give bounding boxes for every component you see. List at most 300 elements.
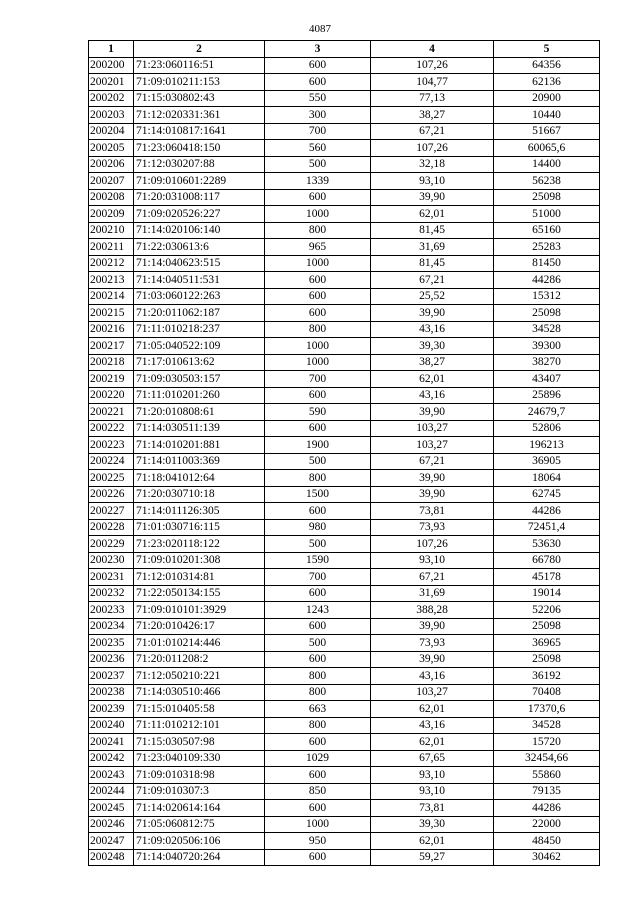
table-cell-col4: 77,13 <box>371 90 494 107</box>
table-row <box>89 684 600 701</box>
table-cell-col2: 71:11:010218:237 <box>134 321 265 338</box>
table-cell-col5: 44286 <box>494 272 600 289</box>
table-cell-col1: 200202 <box>89 90 134 107</box>
table-cell-col4: 73,81 <box>371 503 494 520</box>
table-cell-col1: 200237 <box>89 668 134 685</box>
table-cell-col5: 55860 <box>494 767 600 784</box>
table-cell-col3: 600 <box>265 420 371 437</box>
table-cell-col5: 52806 <box>494 420 600 437</box>
table-cell-col4: 81,45 <box>371 222 494 239</box>
table-cell-col5: 19014 <box>494 585 600 602</box>
table-cell-col2: 71:11:010212:101 <box>134 717 265 734</box>
table-cell-col2: 71:14:010817:1641 <box>134 123 265 140</box>
table-cell-col4: 73,81 <box>371 800 494 817</box>
table-cell-col4: 39,90 <box>371 305 494 322</box>
table-cell-col4: 107,26 <box>371 140 494 157</box>
column-header-1: 1 <box>89 41 134 58</box>
table-row <box>89 651 600 668</box>
table-row <box>89 552 600 569</box>
table-cell-col1: 200228 <box>89 519 134 536</box>
table-cell-col1: 200242 <box>89 750 134 767</box>
table-cell-col2: 71:12:050210:221 <box>134 668 265 685</box>
table-cell-col1: 200232 <box>89 585 134 602</box>
table-row <box>89 750 600 767</box>
table-cell-col1: 200247 <box>89 833 134 850</box>
table-cell-col2: 71:20:010426:17 <box>134 618 265 635</box>
table-row <box>89 668 600 685</box>
table-cell-col3: 600 <box>265 849 371 866</box>
table-cell-col1: 200212 <box>89 255 134 272</box>
table-cell-col5: 196213 <box>494 437 600 454</box>
table-cell-col3: 600 <box>265 74 371 91</box>
table-cell-col3: 600 <box>265 651 371 668</box>
table-cell-col1: 200207 <box>89 173 134 190</box>
table-cell-col2: 71:20:011062:187 <box>134 305 265 322</box>
table-row <box>89 519 600 536</box>
column-header-4: 4 <box>371 41 494 58</box>
table-row <box>89 239 600 256</box>
table-cell-col4: 93,10 <box>371 173 494 190</box>
table-cell-col1: 200224 <box>89 453 134 470</box>
table-row <box>89 354 600 371</box>
table-cell-col4: 62,01 <box>371 206 494 223</box>
table-cell-col1: 200223 <box>89 437 134 454</box>
table-cell-col4: 43,16 <box>371 321 494 338</box>
table-cell-col5: 25098 <box>494 651 600 668</box>
column-header-3: 3 <box>265 41 371 58</box>
table-row <box>89 800 600 817</box>
table-cell-col1: 200201 <box>89 74 134 91</box>
table-cell-col2: 71:20:031008:117 <box>134 189 265 206</box>
table-cell-col3: 600 <box>265 305 371 322</box>
table-row <box>89 470 600 487</box>
table-row <box>89 123 600 140</box>
table-cell-col1: 200221 <box>89 404 134 421</box>
table-cell-col2: 71:09:010307:3 <box>134 783 265 800</box>
table-row <box>89 107 600 124</box>
table-cell-col5: 43407 <box>494 371 600 388</box>
table-row <box>89 833 600 850</box>
table-cell-col3: 850 <box>265 783 371 800</box>
table-cell-col1: 200233 <box>89 602 134 619</box>
table-cell-col2: 71:14:040511:531 <box>134 272 265 289</box>
table-cell-col1: 200240 <box>89 717 134 734</box>
table-cell-col2: 71:14:011126:305 <box>134 503 265 520</box>
table-cell-col3: 1590 <box>265 552 371 569</box>
table-cell-col5: 22000 <box>494 816 600 833</box>
table-cell-col2: 71:01:010214:446 <box>134 635 265 652</box>
table-cell-col4: 39,90 <box>371 404 494 421</box>
table-cell-col1: 200248 <box>89 849 134 866</box>
table-cell-col4: 62,01 <box>371 833 494 850</box>
table-cell-col4: 104,77 <box>371 74 494 91</box>
table-cell-col4: 43,16 <box>371 668 494 685</box>
table-cell-col5: 30462 <box>494 849 600 866</box>
table-cell-col2: 71:03:060122:263 <box>134 288 265 305</box>
table-cell-col1: 200209 <box>89 206 134 223</box>
table-row <box>89 387 600 404</box>
table-cell-col5: 38270 <box>494 354 600 371</box>
table-cell-col1: 200243 <box>89 767 134 784</box>
table-header-row <box>89 41 600 58</box>
table-cell-col5: 34528 <box>494 321 600 338</box>
table-row <box>89 74 600 91</box>
table-cell-col2: 71:12:030207:88 <box>134 156 265 173</box>
table-row <box>89 536 600 553</box>
table-cell-col4: 25,52 <box>371 288 494 305</box>
table-cell-col4: 107,26 <box>371 536 494 553</box>
table-cell-col4: 62,01 <box>371 734 494 751</box>
table-cell-col5: 36905 <box>494 453 600 470</box>
table-cell-col5: 14400 <box>494 156 600 173</box>
table-cell-col3: 800 <box>265 470 371 487</box>
table-row <box>89 717 600 734</box>
table-row <box>89 618 600 635</box>
table-row <box>89 585 600 602</box>
table-row <box>89 767 600 784</box>
table-cell-col5: 52206 <box>494 602 600 619</box>
table-cell-col4: 32,18 <box>371 156 494 173</box>
table-cell-col4: 388,28 <box>371 602 494 619</box>
table-cell-col4: 39,90 <box>371 470 494 487</box>
table-cell-col3: 700 <box>265 123 371 140</box>
table-row <box>89 189 600 206</box>
table-cell-col2: 71:09:020506:106 <box>134 833 265 850</box>
table-cell-col3: 300 <box>265 107 371 124</box>
table-cell-col4: 81,45 <box>371 255 494 272</box>
table-cell-col2: 71:14:020106:140 <box>134 222 265 239</box>
column-header-2: 2 <box>134 41 265 58</box>
table-cell-col4: 62,01 <box>371 701 494 718</box>
table-cell-col3: 1000 <box>265 255 371 272</box>
table-cell-col4: 39,90 <box>371 618 494 635</box>
table-cell-col2: 71:09:010601:2289 <box>134 173 265 190</box>
table-cell-col3: 500 <box>265 635 371 652</box>
table-cell-col1: 200219 <box>89 371 134 388</box>
table-cell-col1: 200227 <box>89 503 134 520</box>
table-row <box>89 288 600 305</box>
table-cell-col4: 93,10 <box>371 552 494 569</box>
column-header-5: 5 <box>494 41 600 58</box>
table-cell-col1: 200238 <box>89 684 134 701</box>
table-cell-col1: 200244 <box>89 783 134 800</box>
table-cell-col3: 1000 <box>265 206 371 223</box>
table-cell-col5: 36192 <box>494 668 600 685</box>
table-cell-col3: 600 <box>265 503 371 520</box>
table-cell-col1: 200208 <box>89 189 134 206</box>
table-cell-col2: 71:14:010201:881 <box>134 437 265 454</box>
table-cell-col4: 39,90 <box>371 486 494 503</box>
table-cell-col5: 81450 <box>494 255 600 272</box>
table-cell-col1: 200234 <box>89 618 134 635</box>
table-row <box>89 816 600 833</box>
table-cell-col4: 31,69 <box>371 585 494 602</box>
table-cell-col5: 32454,66 <box>494 750 600 767</box>
table-row <box>89 156 600 173</box>
table-cell-col1: 200245 <box>89 800 134 817</box>
table-cell-col3: 600 <box>265 585 371 602</box>
table-cell-col5: 25098 <box>494 618 600 635</box>
table-cell-col5: 25896 <box>494 387 600 404</box>
table-cell-col4: 67,21 <box>371 123 494 140</box>
table-cell-col5: 53630 <box>494 536 600 553</box>
table-cell-col2: 71:14:040720:264 <box>134 849 265 866</box>
table-row <box>89 701 600 718</box>
table-cell-col1: 200215 <box>89 305 134 322</box>
table-row <box>89 222 600 239</box>
table-row <box>89 404 600 421</box>
table-cell-col4: 103,27 <box>371 420 494 437</box>
table-cell-col4: 59,27 <box>371 849 494 866</box>
table-cell-col5: 66780 <box>494 552 600 569</box>
table-cell-col4: 103,27 <box>371 684 494 701</box>
data-table <box>88 40 600 866</box>
table-cell-col3: 600 <box>265 288 371 305</box>
table-cell-col2: 71:22:050134:155 <box>134 585 265 602</box>
table-cell-col1: 200220 <box>89 387 134 404</box>
table-cell-col2: 71:23:060116:51 <box>134 57 265 74</box>
table-cell-col2: 71:05:060812:75 <box>134 816 265 833</box>
table-cell-col5: 44286 <box>494 503 600 520</box>
table-row <box>89 503 600 520</box>
table-cell-col3: 600 <box>265 734 371 751</box>
table-cell-col2: 71:23:060418:150 <box>134 140 265 157</box>
table-cell-col2: 71:23:040109:330 <box>134 750 265 767</box>
table-row <box>89 783 600 800</box>
table-cell-col3: 1000 <box>265 816 371 833</box>
table-cell-col3: 600 <box>265 800 371 817</box>
table-cell-col4: 39,30 <box>371 338 494 355</box>
table-cell-col4: 38,27 <box>371 354 494 371</box>
table-cell-col5: 10440 <box>494 107 600 124</box>
table-cell-col1: 200222 <box>89 420 134 437</box>
table-row <box>89 173 600 190</box>
table-cell-col5: 65160 <box>494 222 600 239</box>
table-cell-col2: 71:20:010808:61 <box>134 404 265 421</box>
table-cell-col4: 67,21 <box>371 272 494 289</box>
table-cell-col2: 71:18:041012:64 <box>134 470 265 487</box>
table-cell-col5: 24679,7 <box>494 404 600 421</box>
table-cell-col2: 71:09:010211:153 <box>134 74 265 91</box>
table-cell-col1: 200206 <box>89 156 134 173</box>
table-cell-col3: 950 <box>265 833 371 850</box>
table-cell-col2: 71:12:020331:361 <box>134 107 265 124</box>
table-cell-col1: 200210 <box>89 222 134 239</box>
table-cell-col5: 25098 <box>494 305 600 322</box>
table-row <box>89 140 600 157</box>
table-row <box>89 321 600 338</box>
table-cell-col4: 67,21 <box>371 453 494 470</box>
table-cell-col3: 663 <box>265 701 371 718</box>
table-cell-col4: 73,93 <box>371 635 494 652</box>
table-cell-col5: 15312 <box>494 288 600 305</box>
table-cell-col5: 72451,4 <box>494 519 600 536</box>
table-body <box>89 57 600 866</box>
table-cell-col3: 700 <box>265 569 371 586</box>
table-cell-col1: 200241 <box>89 734 134 751</box>
table-row <box>89 272 600 289</box>
table-cell-col3: 600 <box>265 387 371 404</box>
table-cell-col4: 38,27 <box>371 107 494 124</box>
table-cell-col2: 71:09:010318:98 <box>134 767 265 784</box>
table-cell-col1: 200203 <box>89 107 134 124</box>
table-cell-col5: 79135 <box>494 783 600 800</box>
table-cell-col5: 51000 <box>494 206 600 223</box>
table-cell-col1: 200217 <box>89 338 134 355</box>
table-row <box>89 486 600 503</box>
table-row <box>89 635 600 652</box>
table-cell-col5: 70408 <box>494 684 600 701</box>
table-cell-col4: 67,21 <box>371 569 494 586</box>
table-cell-col5: 34528 <box>494 717 600 734</box>
table-cell-col4: 39,30 <box>371 816 494 833</box>
table-cell-col3: 700 <box>265 371 371 388</box>
table-cell-col4: 31,69 <box>371 239 494 256</box>
table-cell-col3: 965 <box>265 239 371 256</box>
table-cell-col2: 71:05:040522:109 <box>134 338 265 355</box>
table-cell-col5: 44286 <box>494 800 600 817</box>
table-cell-col1: 200239 <box>89 701 134 718</box>
table-row <box>89 57 600 74</box>
table-cell-col2: 71:11:010201:260 <box>134 387 265 404</box>
table-cell-col3: 600 <box>265 272 371 289</box>
table-row <box>89 206 600 223</box>
table-cell-col3: 500 <box>265 453 371 470</box>
table-cell-col2: 71:15:030507:98 <box>134 734 265 751</box>
table-row <box>89 255 600 272</box>
table-cell-col2: 71:09:010201:308 <box>134 552 265 569</box>
table-row <box>89 849 600 866</box>
table-row <box>89 420 600 437</box>
table-cell-col5: 60065,6 <box>494 140 600 157</box>
table-cell-col2: 71:09:030503:157 <box>134 371 265 388</box>
table-cell-col3: 1339 <box>265 173 371 190</box>
table-cell-col5: 39300 <box>494 338 600 355</box>
table-cell-col3: 800 <box>265 222 371 239</box>
table-cell-col1: 200211 <box>89 239 134 256</box>
page-number: 4087 <box>309 23 331 35</box>
table-cell-col3: 560 <box>265 140 371 157</box>
table-cell-col1: 200235 <box>89 635 134 652</box>
table-row <box>89 371 600 388</box>
table-cell-col5: 25283 <box>494 239 600 256</box>
table-cell-col3: 1500 <box>265 486 371 503</box>
table-cell-col3: 800 <box>265 668 371 685</box>
table-cell-col3: 1029 <box>265 750 371 767</box>
table-cell-col5: 56238 <box>494 173 600 190</box>
table-cell-col2: 71:14:040623:515 <box>134 255 265 272</box>
table-cell-col1: 200236 <box>89 651 134 668</box>
table-cell-col5: 62136 <box>494 74 600 91</box>
table-row <box>89 602 600 619</box>
table-cell-col5: 64356 <box>494 57 600 74</box>
table-cell-col4: 103,27 <box>371 437 494 454</box>
table-cell-col4: 93,10 <box>371 783 494 800</box>
table-cell-col3: 800 <box>265 321 371 338</box>
table-cell-col1: 200205 <box>89 140 134 157</box>
table-cell-col2: 71:20:030710:18 <box>134 486 265 503</box>
table-cell-col5: 25098 <box>494 189 600 206</box>
table-cell-col3: 600 <box>265 767 371 784</box>
table-cell-col2: 71:15:030802:43 <box>134 90 265 107</box>
table-cell-col1: 200246 <box>89 816 134 833</box>
table-cell-col5: 15720 <box>494 734 600 751</box>
table-row <box>89 734 600 751</box>
table-cell-col2: 71:01:030716:115 <box>134 519 265 536</box>
table-cell-col2: 71:15:010405:58 <box>134 701 265 718</box>
table-cell-col4: 93,10 <box>371 767 494 784</box>
table-cell-col4: 73,93 <box>371 519 494 536</box>
table-cell-col3: 800 <box>265 717 371 734</box>
table-cell-col1: 200216 <box>89 321 134 338</box>
table-row <box>89 453 600 470</box>
table-row <box>89 305 600 322</box>
table-cell-col2: 71:14:011003:369 <box>134 453 265 470</box>
table-cell-col1: 200204 <box>89 123 134 140</box>
table-cell-col3: 590 <box>265 404 371 421</box>
table-cell-col3: 500 <box>265 536 371 553</box>
table-cell-col1: 200225 <box>89 470 134 487</box>
table-cell-col2: 71:14:030511:139 <box>134 420 265 437</box>
table-cell-col2: 71:17:010613:62 <box>134 354 265 371</box>
table-cell-col1: 200214 <box>89 288 134 305</box>
table-cell-col3: 1243 <box>265 602 371 619</box>
table-cell-col4: 43,16 <box>371 387 494 404</box>
table-cell-col2: 71:09:020526:227 <box>134 206 265 223</box>
table-row <box>89 338 600 355</box>
table-cell-col5: 36965 <box>494 635 600 652</box>
table-cell-col5: 62745 <box>494 486 600 503</box>
table-cell-col3: 1900 <box>265 437 371 454</box>
table-row <box>89 437 600 454</box>
table-cell-col2: 71:22:030613:6 <box>134 239 265 256</box>
table-cell-col2: 71:14:030510:466 <box>134 684 265 701</box>
table-cell-col5: 20900 <box>494 90 600 107</box>
table-cell-col4: 43,16 <box>371 717 494 734</box>
table-cell-col1: 200231 <box>89 569 134 586</box>
table-cell-col4: 107,26 <box>371 57 494 74</box>
table-row <box>89 90 600 107</box>
table-cell-col1: 200230 <box>89 552 134 569</box>
table-cell-col1: 200229 <box>89 536 134 553</box>
table-cell-col5: 18064 <box>494 470 600 487</box>
table-cell-col1: 200218 <box>89 354 134 371</box>
table-cell-col3: 800 <box>265 684 371 701</box>
table-cell-col4: 39,90 <box>371 651 494 668</box>
table-cell-col2: 71:12:010314:81 <box>134 569 265 586</box>
table-cell-col4: 39,90 <box>371 189 494 206</box>
table-cell-col2: 71:23:020118:122 <box>134 536 265 553</box>
table-cell-col5: 51667 <box>494 123 600 140</box>
table-cell-col3: 980 <box>265 519 371 536</box>
table-cell-col3: 600 <box>265 189 371 206</box>
table-cell-col3: 550 <box>265 90 371 107</box>
table-cell-col1: 200213 <box>89 272 134 289</box>
table-cell-col2: 71:14:020614:164 <box>134 800 265 817</box>
table-row <box>89 569 600 586</box>
table-cell-col4: 67,65 <box>371 750 494 767</box>
table-cell-col1: 200200 <box>89 57 134 74</box>
table-cell-col5: 45178 <box>494 569 600 586</box>
table-cell-col1: 200226 <box>89 486 134 503</box>
table-cell-col5: 17370,6 <box>494 701 600 718</box>
table-cell-col3: 500 <box>265 156 371 173</box>
table-cell-col4: 62,01 <box>371 371 494 388</box>
table-cell-col3: 1000 <box>265 338 371 355</box>
table-cell-col3: 600 <box>265 618 371 635</box>
table-cell-col5: 48450 <box>494 833 600 850</box>
table-cell-col2: 71:09:010101:3929 <box>134 602 265 619</box>
